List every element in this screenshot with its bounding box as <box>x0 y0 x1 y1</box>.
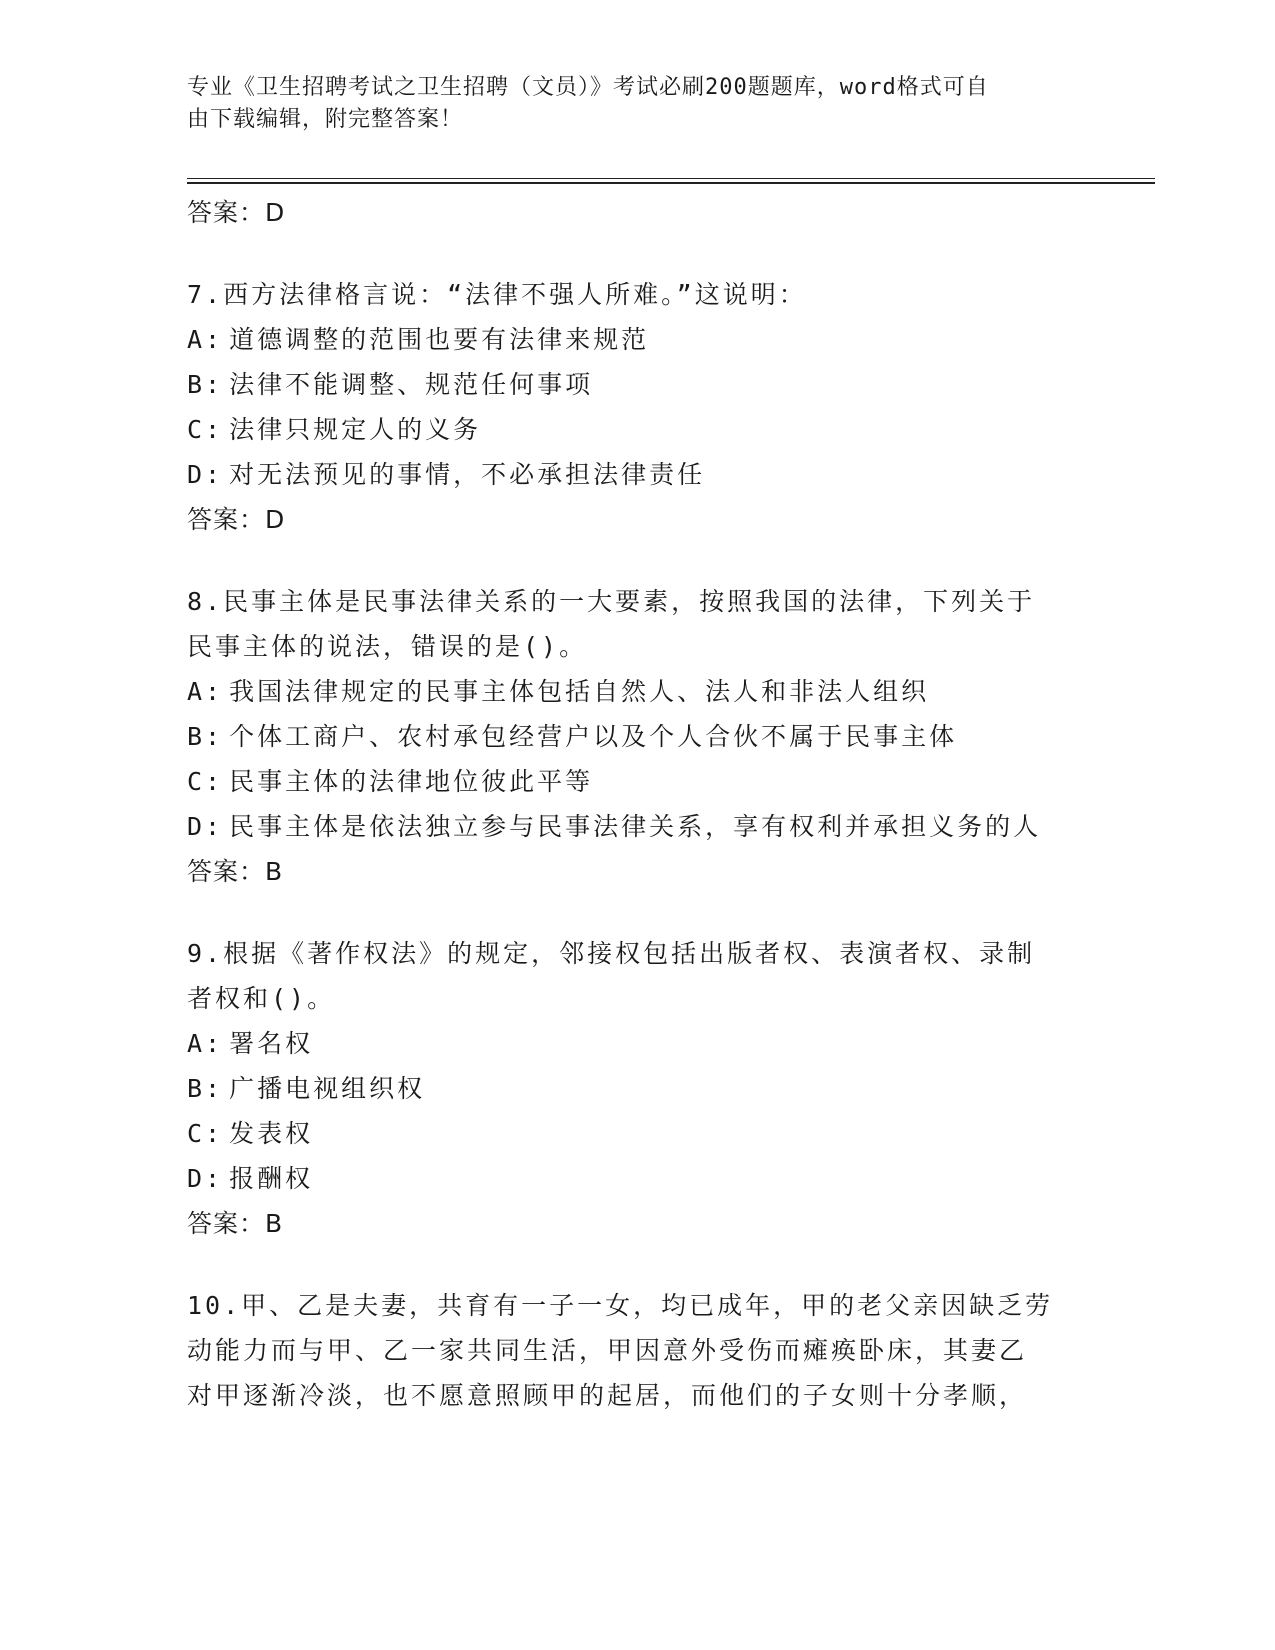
question-stem: 对甲逐渐冷淡，也不愿意照顾甲的起居，而他们的子女则十分孝顺， <box>187 1381 1028 1410</box>
option-text: 法律只规定人的义务 <box>229 415 482 444</box>
answer-line: 答案：D <box>187 505 286 534</box>
question-item <box>187 1283 1087 1418</box>
option-c <box>187 1111 1087 1156</box>
question-list <box>187 190 1087 1418</box>
option-letter: B: <box>187 1074 224 1103</box>
header-divider-thin <box>187 178 1155 179</box>
option-b <box>187 1066 1087 1111</box>
option-letter: A: <box>187 677 224 706</box>
option-text: 道德调整的范围也要有法律来规范 <box>229 325 650 354</box>
option-c <box>187 407 1087 452</box>
option-d <box>187 1156 1087 1201</box>
question-stem: 7.西方法律格言说：“法律不强人所难。”这说明： <box>187 280 807 309</box>
question-stem: 动能力而与甲、乙一家共同生活，甲因意外受伤而瘫痪卧床，其妻乙 <box>187 1336 1028 1365</box>
option-letter: D: <box>187 1164 224 1193</box>
option-letter: C: <box>187 1119 224 1148</box>
option-letter: A: <box>187 1029 224 1058</box>
option-b <box>187 362 1087 407</box>
option-a <box>187 669 1087 714</box>
option-b <box>187 714 1087 759</box>
option-text: 对无法预见的事情，不必承担法律责任 <box>229 460 706 489</box>
document-header <box>187 72 1087 136</box>
question-stem: 9.根据《著作权法》的规定，邻接权包括出版者权、表演者权、录制 <box>187 939 1036 968</box>
option-letter: C: <box>187 767 224 796</box>
question-stem: 10.甲、乙是夫妻，共育有一子一女，均已成年，甲的老父亲因缺乏劳 <box>187 1291 1054 1320</box>
option-letter: A: <box>187 325 224 354</box>
option-text: 广播电视组织权 <box>229 1074 426 1103</box>
option-letter: C: <box>187 415 224 444</box>
question-item <box>187 931 1087 1246</box>
option-letter: D: <box>187 460 224 489</box>
option-letter: B: <box>187 722 224 751</box>
answer-line: 答案：B <box>187 857 284 886</box>
question-item <box>187 272 1087 542</box>
option-text: 我国法律规定的民事主体包括自然人、法人和非法人组织 <box>229 677 930 706</box>
question-item <box>187 579 1087 894</box>
option-a <box>187 1021 1087 1066</box>
option-text: 民事主体的法律地位彼此平等 <box>229 767 594 796</box>
header-line-2: 由下载编辑，附完整答案！ <box>187 107 464 132</box>
option-letter: D: <box>187 812 224 841</box>
question-stem: 8.民事主体是民事法律关系的一大要素，按照我国的法律，下列关于 <box>187 587 1036 616</box>
option-a <box>187 317 1087 362</box>
option-text: 民事主体是依法独立参与民事法律关系，享有权利并承担义务的人 <box>229 812 1042 841</box>
option-text: 个体工商户、农村承包经营户以及个人合伙不属于民事主体 <box>229 722 958 751</box>
header-line-1: 专业《卫生招聘考试之卫生招聘（文员）》考试必刷200题题库，word格式可自 <box>187 75 989 100</box>
answer-line: 答案：D <box>187 198 286 227</box>
question-stem: 民事主体的说法，错误的是()。 <box>187 632 588 661</box>
option-c <box>187 759 1087 804</box>
option-text: 法律不能调整、规范任何事项 <box>229 370 594 399</box>
option-text: 署名权 <box>229 1029 314 1058</box>
option-d <box>187 452 1087 497</box>
header-divider-thick <box>187 182 1155 184</box>
option-text: 报酬权 <box>229 1164 314 1193</box>
option-text: 发表权 <box>229 1119 314 1148</box>
option-d <box>187 804 1087 849</box>
question-stem: 者权和()。 <box>187 984 336 1013</box>
option-letter: B: <box>187 370 224 399</box>
answer-line: 答案：B <box>187 1209 284 1238</box>
